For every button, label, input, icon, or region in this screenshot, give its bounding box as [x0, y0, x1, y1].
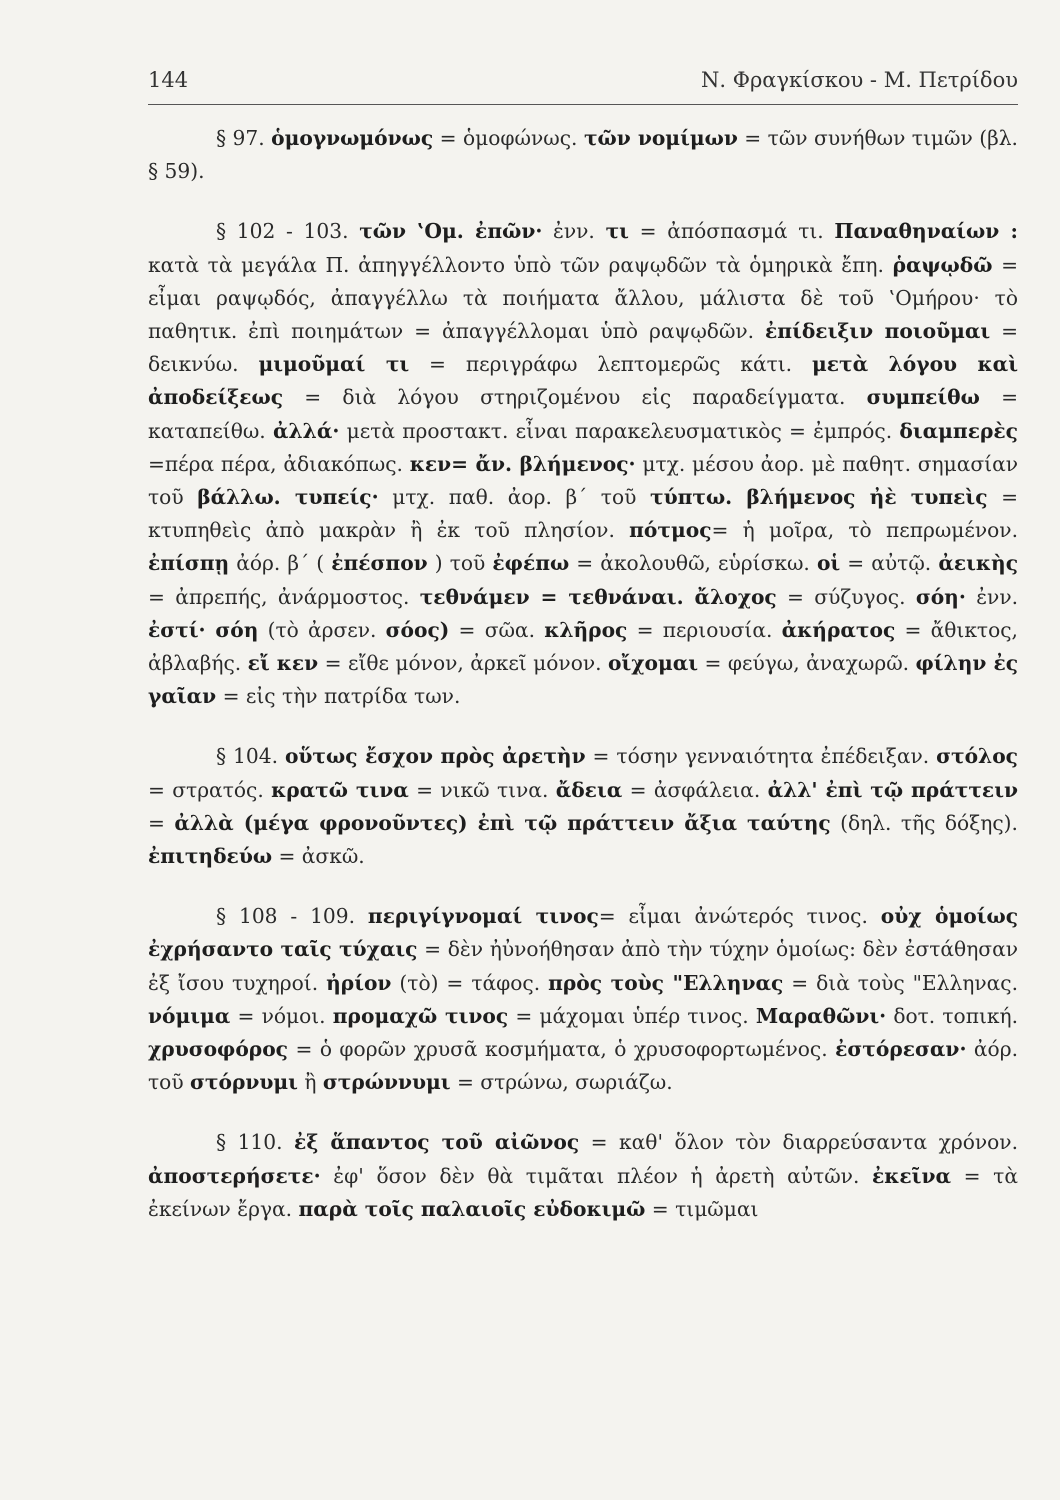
lemma: διαμπερὲς — [899, 418, 1018, 443]
gloss-text: = δεικνύω. — [148, 319, 1018, 377]
lemma: οὐχ ὁμοίως ἐχρήσαντο ταῖς τύχαις — [148, 904, 1019, 962]
gloss-text: = τόσην γενναιότητα ἐπέδειξαν. — [585, 744, 937, 769]
lemma: ἐξ ἅπαντος τοῦ αἰῶνος — [294, 1130, 580, 1155]
lemma: βάλλω. τυπείς· — [197, 485, 379, 510]
gloss-text: δοτ. τοπική. — [886, 1003, 1019, 1028]
gloss-text: = — [148, 810, 175, 835]
lemma: Παναθηναίων : — [834, 219, 1018, 244]
lemma: παρὰ τοῖς παλαιοῖς εὐδοκιμῶ — [298, 1196, 646, 1221]
lemma: ἐπίδειξιν ποιοῦμαι — [765, 319, 991, 344]
lemma: κλῆρος — [544, 617, 628, 642]
lemma: προμαχῶ τινος — [332, 1003, 509, 1028]
lemma: ἐστί· σόη — [148, 617, 259, 642]
lemma: πρὸς τοὺς "Ελληνας — [548, 970, 784, 995]
lemma: ἀποστερήσετε· — [148, 1163, 321, 1188]
gloss-text: = ἀπρεπής, ἀνάρμοστος. — [148, 584, 420, 609]
gloss-text: = σῶα. — [449, 617, 545, 642]
page-number: 144 — [148, 68, 189, 92]
gloss-text: = τῶν συνήθων τιμῶν (βλ. § 59). — [148, 126, 1018, 184]
gloss-text: = δὲν ἠὐνοήθησαν ἀπὸ τὴν τύχην ὁμοίως: δὲν ἐστάθησαν ἐξ ἴσου τυχηροί. — [148, 937, 1018, 995]
running-header — [148, 68, 1018, 92]
lemma: ἀλλ' ἐπὶ τῷ πράττειν — [767, 777, 1018, 802]
lemma: τι — [605, 219, 629, 244]
lemma: ἀλλὰ (μέγα φρονοῦντες) ἐπὶ τῷ πράττειν ἄξια ταύτης — [174, 810, 831, 835]
lemma: περιγίγνομαί τινος — [367, 904, 599, 929]
lemma: ἐστόρεσαν· — [835, 1037, 967, 1062]
paragraph-108-109 — [148, 900, 1018, 1099]
lemma: πότμος — [629, 518, 712, 543]
gloss-text: = καθ' ὅλον τὸν διαρρεύσαντα χρόνον. — [579, 1130, 1018, 1155]
gloss-text: = ὁ φορῶν χρυσᾶ κοσμήματα, ὁ χρυσοφορτωμένος. — [287, 1037, 836, 1062]
gloss-text: ) τοῦ — [427, 551, 493, 576]
lemma: ἀλλά· — [272, 418, 340, 443]
gloss-text: μτχ. παθ. ἀορ. β΄ τοῦ — [378, 485, 650, 510]
gloss-text: = ἄθικτος, ἀβλαβής. — [148, 617, 1018, 676]
gloss-text: ἐνν. — [542, 219, 606, 244]
gloss-text: = τιμῶμαι — [645, 1196, 759, 1221]
lemma: κεν= ἄν. βλήμενος· — [409, 451, 636, 476]
lemma: οἱ — [816, 551, 841, 576]
gloss-text: ἐφ' ὅσον δὲν θὰ τιμᾶται πλέον ἡ ἀρετὴ αὐτῶν. — [320, 1163, 872, 1188]
gloss-text: = εἶμαι ἀνώτερός τινος. — [598, 904, 881, 929]
paragraph-110 — [148, 1126, 1018, 1226]
gloss-text: = ἀσκῶ. — [272, 844, 365, 869]
gloss-text: (δηλ. τῆς δόξης). — [830, 810, 1018, 835]
lemma: νόμιμα — [148, 1003, 231, 1028]
lemma: τεθνάμεν = τεθνάναι. ἄλοχος — [419, 584, 777, 609]
lemma: εἴ κεν — [247, 651, 319, 676]
gloss-text: ἀόρ. τοῦ — [148, 1037, 1018, 1095]
paragraph-102-103 — [148, 215, 1018, 713]
lemma: χρυσοφόρος — [148, 1037, 288, 1062]
gloss-text: = καταπείθω. — [148, 385, 1018, 443]
gloss-text: = ὁμοφώνως. — [433, 126, 584, 150]
gloss-text: = ἀπόσπασμά τι. — [628, 219, 835, 244]
gloss-text: = νόμοι. — [230, 1003, 333, 1028]
lemma: τῶν ‛Ομ. ἐπῶν· — [359, 219, 543, 244]
running-title: Ν. Φραγκίσκου - Μ. Πετρίδου — [701, 68, 1018, 92]
paragraph-104 — [148, 740, 1018, 873]
gloss-text: ἐνν. — [965, 584, 1019, 609]
gloss-text: = ἀκολουθῶ, εὑρίσκω. — [569, 551, 817, 576]
gloss-text: ἢ — [297, 1070, 323, 1095]
lemma: ἐπίσπῃ — [148, 551, 230, 576]
lemma: ἠρίον — [326, 970, 392, 995]
gloss-text: § 104. — [216, 744, 285, 769]
gloss-text: = ἡ μοῖρα, τὸ πεπρωμένον. — [711, 518, 1018, 543]
lemma: στρώννυμι — [322, 1070, 451, 1095]
lemma: ἄδεια — [555, 777, 623, 802]
gloss-text: =πέρα πέρα, ἀδιακόπως. — [148, 451, 410, 476]
lemma: στόλος — [936, 744, 1018, 769]
gloss-text: ἀόρ. β΄ ( — [229, 551, 332, 576]
gloss-text: = διὰ λόγου στηριζομένου εἰς παραδείγματα. — [283, 385, 867, 410]
gloss-text: § 102 - 103. — [216, 219, 360, 244]
lemma: μιμοῦμαί τι — [258, 352, 410, 377]
gloss-text: § 97. — [216, 126, 272, 150]
gloss-text: μετὰ προστακτ. εἶναι παρακελευσματικὸς = ἐμπρός. — [339, 418, 900, 443]
gloss-text: = εἶμαι ραψῳδός, ἀπαγγέλλω τὰ ποιήματα ἄλλου, μάλιστα δὲ τοῦ ‛Ομήρου· τὸ παθητικ. ἐπὶ ποιημάτων = ἀπαγγέλλομαι ὑπὸ ραψῳδῶν. — [148, 252, 1018, 344]
gloss-text: = νικῶ τινα. — [408, 777, 556, 802]
gloss-text: = στρατός. — [148, 777, 272, 802]
lemma: τῶν νομίμων — [583, 126, 738, 150]
gloss-text: = σύζυγος. — [776, 584, 916, 609]
gloss-text: = φεύγω, ἀναχωρῶ. — [698, 651, 916, 676]
lemma: ἀεικὴς — [938, 551, 1018, 576]
gloss-text: § 110. — [216, 1130, 295, 1155]
gloss-text: = εἰς τὴν πατρίδα των. — [216, 684, 461, 709]
gloss-text: = διὰ τοὺς "Ελληνας. — [783, 970, 1018, 995]
gloss-text: (τὸ ἀρσεν. — [258, 617, 386, 642]
gloss-text: = ἀσφάλεια. — [622, 777, 768, 802]
lemma: ἐφέπω — [492, 551, 570, 576]
lemma: ἐκεῖνα — [872, 1163, 951, 1188]
gloss-text: = περιγράφω λεπτομερῶς κάτι. — [409, 352, 812, 377]
lemma: ἐπιτηδεύω — [148, 844, 273, 869]
gloss-text: κατὰ τὰ μεγάλα Π. ἀπηγγέλλοντο ὑπὸ τῶν ραψῳδῶν τὰ ὁμηρικὰ ἔπη. — [148, 252, 893, 277]
lemma: συμπείθω — [866, 385, 980, 410]
lemma: τύπτω. βλήμενος ἠὲ τυπεὶς — [650, 485, 988, 510]
paragraph-97 — [148, 122, 1018, 188]
gloss-text: = τὰ ἐκείνων ἔργα. — [148, 1163, 1018, 1221]
header-divider — [148, 104, 1018, 105]
gloss-text: = μάχομαι ὑπέρ τινος. — [508, 1003, 756, 1028]
lemma: ἐπέσπον — [331, 551, 428, 576]
lemma: μετὰ λόγου καὶ ἀποδείξεως — [148, 352, 1018, 410]
gloss-text: = αὐτῷ. — [840, 551, 939, 576]
gloss-text: (τὸ) = τάφος. — [391, 970, 549, 995]
lemma: Μαραθῶνι· — [755, 1003, 887, 1028]
lemma: οὕτως ἔσχον πρὸς ἀρετὴν — [284, 744, 586, 769]
lemma: ῥαψῳδῶ — [892, 252, 993, 277]
gloss-text: μτχ. μέσου ἀορ. μὲ παθητ. σημασίαν τοῦ — [148, 451, 1019, 510]
gloss-text: § 108 - 109. — [216, 904, 368, 929]
gloss-text: = στρώνω, σωριάζω. — [450, 1070, 673, 1095]
gloss-text: = κτυπηθεὶς ἀπὸ μακρὰν ἢ ἐκ τοῦ πλησίον. — [148, 485, 1019, 543]
lemma: στόρνυμι — [190, 1070, 298, 1095]
lemma: σόος) — [385, 617, 450, 642]
gloss-text: = περιουσία. — [627, 617, 782, 642]
lemma: ἀκήρατος — [781, 617, 896, 642]
lemma: κρατῶ τινα — [271, 777, 409, 802]
lemma: σόη· — [915, 584, 966, 609]
lemma: οἴχομαι — [608, 651, 699, 676]
commentary-body — [148, 122, 1018, 1253]
gloss-text: = εἴθε μόνον, ἀρκεῖ μόνον. — [318, 651, 608, 676]
lemma: φίλην ἐς γαῖαν — [148, 651, 1019, 709]
lemma: ὁμογνωμόνως — [271, 126, 434, 150]
